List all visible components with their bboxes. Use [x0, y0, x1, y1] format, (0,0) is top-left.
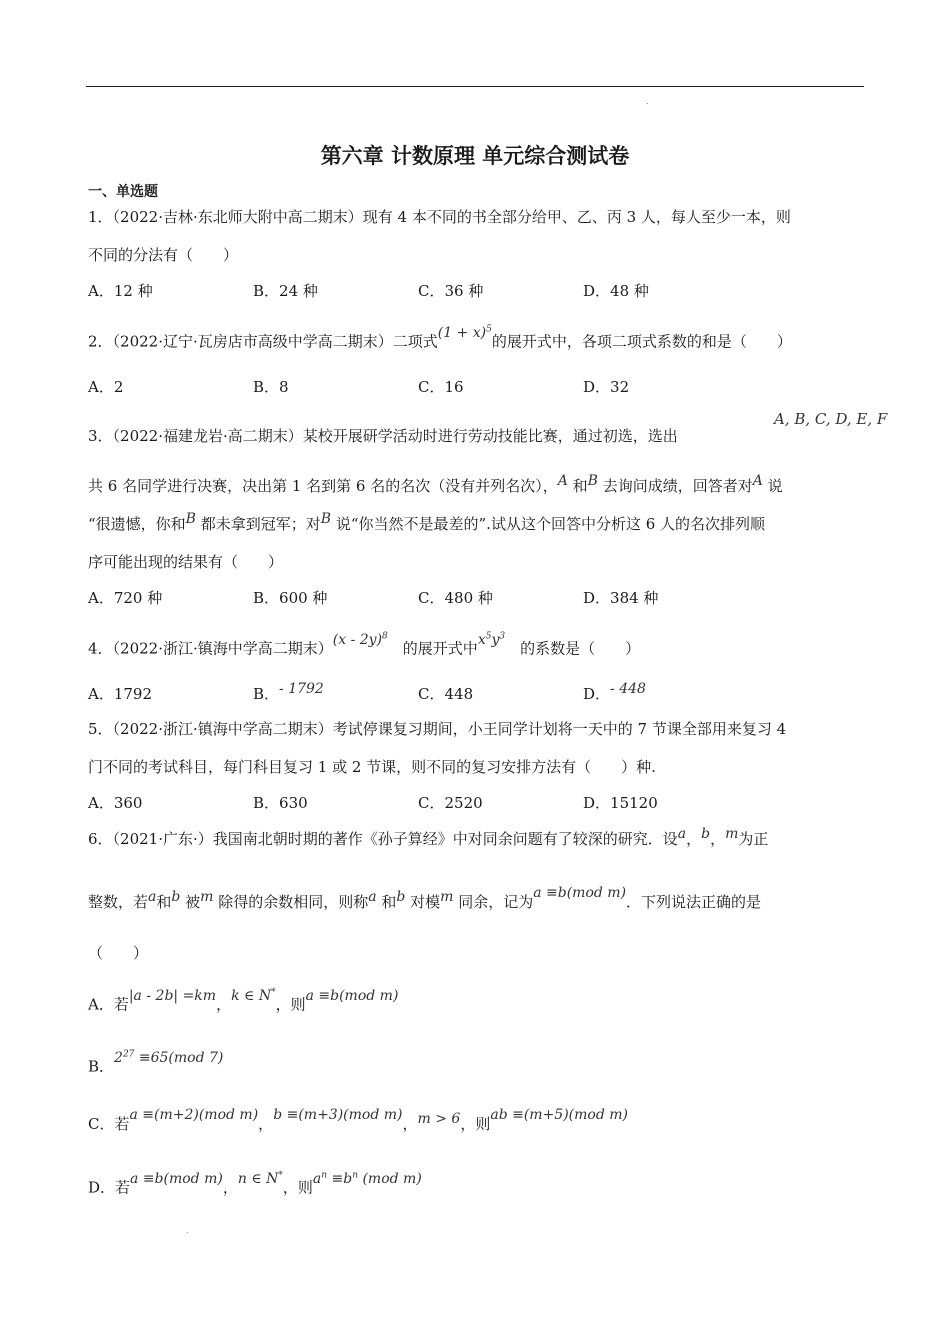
- q6-option-c: C．若a ≡(m+2)(mod m)，b ≡(m+3)(mod m)，m > 6，则ab ≡(m+5)(mod m): [88, 1107, 628, 1133]
- section-heading: 一、单选题: [88, 184, 158, 200]
- q4-option-c: C．448: [418, 685, 474, 703]
- q6-line2: 整数，若a和b 被m 除得的余数相同，则称a 和b 对模m 同余，记为a ≡b(mod m)．下列说法正确的是: [88, 885, 762, 911]
- q3-letters: A, B, C, D, E, F: [774, 410, 888, 428]
- q6-line3: （ ）: [88, 944, 149, 962]
- q3-option-b: B．600 种: [253, 589, 328, 607]
- q5-option-a: A．360: [88, 794, 143, 812]
- q1-option-d: D．48 种: [583, 282, 649, 300]
- q1-option-a: A．12 种: [88, 282, 153, 300]
- q4-line: 4．（2022·浙江·镇海中学高二期末）(x - 2y)$^8$ 的展开式中$x^5y^3$ 的系数是（ ）: [88, 631, 641, 658]
- q2-pre: 2．（2022·辽宁·瓦房店市高级中学高二期末）二项式: [88, 332, 438, 351]
- q2-option-d: D．32: [583, 378, 630, 396]
- q2-binomial: $(1 + x)^5$: [437, 324, 492, 341]
- q4-option-d: D．- 448: [583, 681, 646, 703]
- q5-line1: 5．（2022·浙江·镇海中学高二期末）考试停课复习期间，小王同学计划将一天中的 7 节课全部用来复习 4: [88, 720, 787, 738]
- q3-option-a: A．720 种: [88, 589, 163, 607]
- q3-pre: 3．（2022·福建龙岩·高二期末）某校开展研学活动时进行劳动技能比赛，通过初选，选出: [88, 427, 678, 445]
- q6-line1: 6．（2021·广东·）我国南北朝时期的著作《孙子算经》中对同余问题有了较深的研究．设a，b，m为正: [88, 826, 769, 848]
- q3-line4: 序可能出现的结果有（ ）: [88, 553, 284, 571]
- speck: .: [646, 97, 649, 106]
- q6-option-d: D．若a ≡b(mod m)，n ∈ N*，则$a^n \equiv b^n$ (mod m): [88, 1170, 422, 1197]
- q1-line2: 不同的分法有（ ）: [88, 246, 239, 264]
- q5-option-c: C．2520: [418, 794, 483, 812]
- q3-option-d: D．384 种: [583, 589, 659, 607]
- q4-term: $x^5y^3$: [477, 631, 506, 648]
- q3-option-c: C．480 种: [418, 589, 493, 607]
- q2-line: [88, 324, 792, 353]
- q2-post: 的展开式中，各项二项式系数的和是（ ）: [491, 332, 792, 351]
- q3-line2: 共 6 名同学进行决赛，决出第 1 名到第 6 名的名次（没有并列名次），A 和B 去询问成绩，回答者对A 说: [88, 473, 783, 495]
- q5-option-b: B．630: [253, 794, 308, 812]
- header-rule: [86, 86, 864, 87]
- q6-option-a: A．若|a - 2b| =km，k ∈ N*，则a ≡b(mod m): [88, 987, 399, 1014]
- page-title: 第六章 计数原理 单元综合测试卷: [320, 144, 630, 168]
- q4-option-a: A．1792: [88, 685, 153, 703]
- q3-line3: “很遗憾，你和B 都未拿到冠军；对B 说“你当然不是最差的”.试从这个回答中分析这 6 人的名次排列顺: [88, 511, 766, 533]
- q4-option-b: B．- 1792: [253, 681, 324, 703]
- q2-option-b: B．8: [253, 378, 289, 396]
- q3-line1: [88, 426, 678, 446]
- q1-line1: 1．（2022·吉林·东北师大附中高二期末）现有 4 本不同的书全部分给甲、乙、丙 3 人，每人至少一本，则: [88, 208, 791, 226]
- speck: .: [186, 1226, 189, 1235]
- q1-option-b: B．24 种: [253, 282, 318, 300]
- q5-option-d: D．15120: [583, 794, 658, 812]
- q5-line2: 门不同的考试科目，每门科目复习 1 或 2 节课，则不同的复习安排方法有（ ）种.: [88, 758, 656, 776]
- q2-option-c: C．16: [418, 378, 464, 396]
- q2-option-a: A．2: [88, 378, 124, 396]
- q1-option-c: C．36 种: [418, 282, 484, 300]
- q6-option-b: B．$2^{27} \equiv 65(mod$ 7): [88, 1049, 224, 1076]
- q4-binomial: (x - 2y)$^8$: [332, 631, 388, 648]
